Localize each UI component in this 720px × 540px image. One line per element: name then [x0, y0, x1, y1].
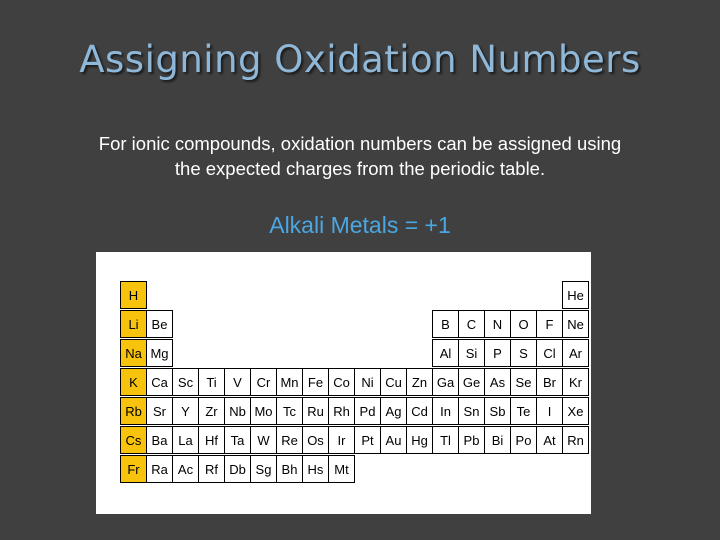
- element-cell-mn: Mn: [276, 368, 303, 396]
- element-cell-hf: Hf: [198, 426, 225, 454]
- element-cell-sb: Sb: [484, 397, 511, 425]
- element-cell-ga: Ga: [432, 368, 459, 396]
- element-cell-pt: Pt: [354, 426, 381, 454]
- element-cell-re: Re: [276, 426, 303, 454]
- element-cell-in: In: [432, 397, 459, 425]
- alkali-metals-heading: Alkali Metals = +1: [269, 212, 451, 238]
- element-cell-s: S: [510, 339, 537, 367]
- element-cell-k: K: [120, 368, 147, 396]
- element-cell-ni: Ni: [354, 368, 381, 396]
- element-cell-ta: Ta: [224, 426, 251, 454]
- element-cell-y: Y: [172, 397, 199, 425]
- element-cell-te: Te: [510, 397, 537, 425]
- element-cell-f: F: [536, 310, 563, 338]
- element-cell-po: Po: [510, 426, 537, 454]
- element-cell-ag: Ag: [380, 397, 407, 425]
- element-cell-rh: Rh: [328, 397, 355, 425]
- element-cell-li: Li: [120, 310, 147, 338]
- element-cell-bh: Bh: [276, 455, 303, 483]
- element-cell-rb: Rb: [120, 397, 147, 425]
- periodic-table-image: [96, 252, 591, 514]
- element-cell-sc: Sc: [172, 368, 199, 396]
- element-cell-rf: Rf: [198, 455, 225, 483]
- element-cell-zr: Zr: [198, 397, 225, 425]
- element-cell-ra: Ra: [146, 455, 173, 483]
- element-cell-os: Os: [302, 426, 329, 454]
- element-cell-at: At: [536, 426, 563, 454]
- element-cell-xe: Xe: [562, 397, 589, 425]
- element-cell-cs: Cs: [120, 426, 147, 454]
- element-cell-ir: Ir: [328, 426, 355, 454]
- element-cell-w: W: [250, 426, 277, 454]
- element-cell-cu: Cu: [380, 368, 407, 396]
- element-cell-v: V: [224, 368, 251, 396]
- element-cell-tl: Tl: [432, 426, 459, 454]
- element-cell-ar: Ar: [562, 339, 589, 367]
- element-cell-kr: Kr: [562, 368, 589, 396]
- slide-title: Assigning Oxidation Numbers: [79, 38, 641, 81]
- element-cell-hs: Hs: [302, 455, 329, 483]
- element-cell-pd: Pd: [354, 397, 381, 425]
- element-cell-la: La: [172, 426, 199, 454]
- element-cell-ba: Ba: [146, 426, 173, 454]
- element-cell-o: O: [510, 310, 537, 338]
- element-cell-sn: Sn: [458, 397, 485, 425]
- element-cell-ru: Ru: [302, 397, 329, 425]
- element-cell-tc: Tc: [276, 397, 303, 425]
- element-cell-al: Al: [432, 339, 459, 367]
- element-cell-mo: Mo: [250, 397, 277, 425]
- element-cell-i: I: [536, 397, 563, 425]
- element-cell-b: B: [432, 310, 459, 338]
- element-cell-mg: Mg: [146, 339, 173, 367]
- element-cell-ge: Ge: [458, 368, 485, 396]
- element-cell-sr: Sr: [146, 397, 173, 425]
- element-cell-sg: Sg: [250, 455, 277, 483]
- element-cell-mt: Mt: [328, 455, 355, 483]
- element-cell-co: Co: [328, 368, 355, 396]
- element-cell-br: Br: [536, 368, 563, 396]
- element-cell-he: He: [562, 281, 589, 309]
- element-cell-zn: Zn: [406, 368, 433, 396]
- element-cell-nb: Nb: [224, 397, 251, 425]
- slide-subtitle: For ionic compounds, oxidation numbers can be assigned using the expected charges from the periodic table.: [98, 133, 622, 179]
- element-cell-si: Si: [458, 339, 485, 367]
- element-cell-au: Au: [380, 426, 407, 454]
- element-cell-cd: Cd: [406, 397, 433, 425]
- element-cell-cl: Cl: [536, 339, 563, 367]
- element-cell-be: Be: [146, 310, 173, 338]
- element-cell-h: H: [120, 281, 147, 309]
- element-cell-pb: Pb: [458, 426, 485, 454]
- element-cell-cr: Cr: [250, 368, 277, 396]
- element-cell-ac: Ac: [172, 455, 199, 483]
- element-cell-fe: Fe: [302, 368, 329, 396]
- element-cell-na: Na: [120, 339, 147, 367]
- element-cell-n: N: [484, 310, 511, 338]
- element-cell-fr: Fr: [120, 455, 147, 483]
- element-cell-bi: Bi: [484, 426, 511, 454]
- element-cell-as: As: [484, 368, 511, 396]
- element-cell-ti: Ti: [198, 368, 225, 396]
- element-cell-hg: Hg: [406, 426, 433, 454]
- element-cell-ne: Ne: [562, 310, 589, 338]
- element-cell-ca: Ca: [146, 368, 173, 396]
- element-cell-c: C: [458, 310, 485, 338]
- element-cell-p: P: [484, 339, 511, 367]
- element-cell-se: Se: [510, 368, 537, 396]
- element-cell-db: Db: [224, 455, 251, 483]
- element-cell-rn: Rn: [562, 426, 589, 454]
